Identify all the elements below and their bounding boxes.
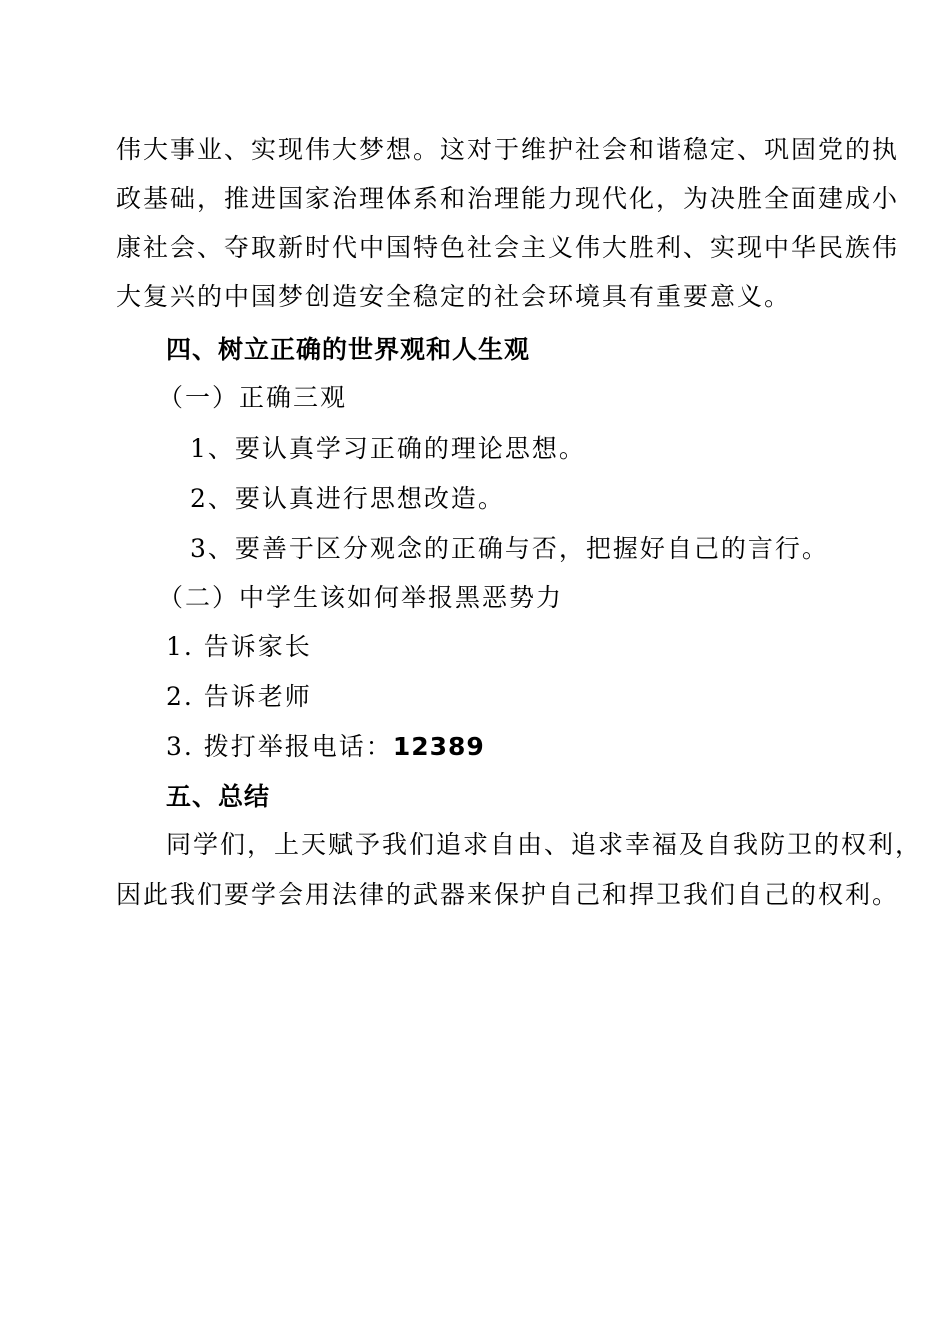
- section-five-heading: 五、总结: [166, 782, 271, 811]
- subsection-one-heading: （一）正确三观: [158, 383, 348, 412]
- subsection-two-heading: （二）中学生该如何举报黑恶势力: [158, 583, 564, 612]
- hotline-number: 12389: [392, 732, 485, 761]
- subsection-two-item-1: 1. 告诉家长: [166, 632, 312, 661]
- intro-line-3: 康社会、夺取新时代中国特色社会主义伟大胜利、实现中华民族伟: [116, 233, 900, 262]
- subsection-two-item-3: [166, 732, 485, 762]
- intro-line-2: 政基础，推进国家治理体系和治理能力现代化，为决胜全面建成小: [116, 184, 900, 213]
- conclusion-line-2: 因此我们要学会用法律的武器来保护自己和捍卫我们自己的权利。: [116, 880, 900, 909]
- subsection-one-item-1: 1、要认真学习正确的理论思想。: [190, 434, 586, 463]
- section-four-heading: 四、树立正确的世界观和人生观: [166, 335, 531, 364]
- item-3-prefix: 3. 拨打举报电话：: [166, 732, 393, 761]
- intro-line-4: 大复兴的中国梦创造安全稳定的社会环境具有重要意义。: [116, 282, 792, 311]
- subsection-one-item-2: 2、要认真进行思想改造。: [190, 484, 505, 513]
- subsection-one-item-3: 3、要善于区分观念的正确与否，把握好自己的言行。: [190, 534, 829, 563]
- subsection-two-item-2: 2. 告诉老师: [166, 682, 312, 711]
- conclusion-line-1: 同学们，上天赋予我们追求自由、追求幸福及自我防卫的权利，: [166, 830, 923, 859]
- intro-line-1: 伟大事业、实现伟大梦想。这对于维护社会和谐稳定、巩固党的执: [116, 135, 900, 164]
